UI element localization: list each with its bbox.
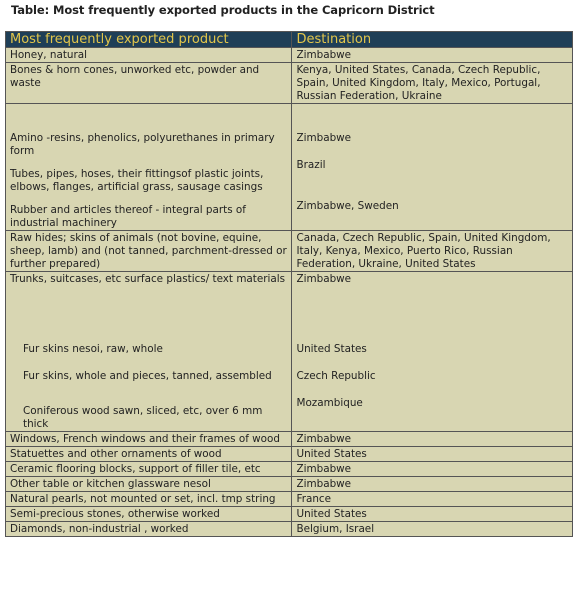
- destination-name: France: [296, 493, 332, 505]
- product-name: Other table or kitchen glassware nesol: [10, 478, 211, 490]
- product-cell: [6, 272, 292, 432]
- product-name: Natural pearls, not mounted or set, incl. tmp string: [10, 493, 276, 505]
- product-name: Honey, natural: [10, 49, 88, 61]
- product-cell: [6, 48, 292, 63]
- destination-cell: [292, 462, 573, 477]
- destination-cell: [292, 63, 573, 104]
- product-cell: [6, 492, 292, 507]
- destination-name: Kenya, United States, Canada, Czech Republic, Spain, United Kingdom, Italy, Mexico, Portugal, Russian Federation, Ukraine: [296, 64, 541, 102]
- table-row: [6, 104, 573, 231]
- destination-cell: [292, 231, 573, 272]
- product-name: Raw hides; skins of animals (not bovine, equine, sheep, lamb) and (not tanned, parchment-dressed or further prepared): [10, 232, 287, 270]
- destination-name: Mozambique: [296, 397, 363, 409]
- product-cell: [6, 522, 292, 537]
- product-cell: [6, 477, 292, 492]
- destination-cell: [292, 48, 573, 63]
- destination-name: Canada, Czech Republic, Spain, United Kingdom, Italy, Kenya, Mexico, Puerto Rico, Russian Federation, Ukraine, United States: [296, 232, 551, 270]
- product-name: Coniferous wood sawn, sliced, etc, over 6 mm thick: [23, 405, 263, 430]
- exports-table: [5, 31, 573, 537]
- product-name: Ceramic flooring blocks, support of filler tile, etc: [10, 463, 261, 475]
- product-cell: [6, 432, 292, 447]
- table-row: [6, 447, 573, 462]
- table-title: Table: Most frequently exported products in the Capricorn District: [11, 3, 435, 17]
- destination-name: United States: [296, 448, 367, 460]
- column-header-product: Most frequently exported product: [6, 32, 292, 48]
- table-row: [6, 507, 573, 522]
- table-row: [6, 432, 573, 447]
- product-name: Fur skins nesoi, raw, whole: [23, 343, 163, 355]
- destination-cell: [292, 522, 573, 537]
- product-name: Semi-precious stones, otherwise worked: [10, 508, 220, 520]
- destination-name: Zimbabwe: [296, 132, 352, 144]
- product-name: Windows, French windows and their frames of wood: [10, 433, 280, 445]
- product-name: Trunks, suitcases, etc surface plastics/ text materials: [10, 273, 286, 285]
- destination-cell: [292, 507, 573, 522]
- product-name: Rubber and articles thereof - integral parts of industrial machinery: [10, 204, 246, 229]
- destination-cell: [292, 477, 573, 492]
- destination-name: Zimbabwe: [296, 463, 352, 475]
- destination-name: United States: [296, 508, 367, 520]
- table-row: [6, 231, 573, 272]
- destination-cell: [292, 104, 573, 231]
- product-name: Statuettes and other ornaments of wood: [10, 448, 222, 460]
- product-cell: [6, 507, 292, 522]
- destination-name: Zimbabwe: [296, 433, 352, 445]
- table-row: [6, 63, 573, 104]
- table-row: [6, 272, 573, 432]
- product-cell: [6, 63, 292, 104]
- table-row: [6, 492, 573, 507]
- destination-name: Zimbabwe: [296, 478, 352, 490]
- product-name: Bones & horn cones, unworked etc, powder and waste: [10, 64, 260, 89]
- table-row: [6, 522, 573, 537]
- destination-name: Belgium, Israel: [296, 523, 375, 535]
- destination-cell: [292, 447, 573, 462]
- destination-cell: [292, 432, 573, 447]
- product-cell: [6, 447, 292, 462]
- destination-cell: [292, 492, 573, 507]
- destination-name: Zimbabwe: [296, 49, 352, 61]
- product-name: Diamonds, non-industrial , worked: [10, 523, 189, 535]
- product-cell: [6, 104, 292, 231]
- column-header-destination: Destination: [292, 32, 573, 48]
- destination-name: Czech Republic: [296, 370, 376, 382]
- product-name: Fur skins, whole and pieces, tanned, assembled: [23, 370, 272, 382]
- destination-name: United States: [296, 343, 367, 355]
- table-row: [6, 48, 573, 63]
- product-cell: [6, 462, 292, 477]
- destination-name: Zimbabwe: [296, 273, 352, 285]
- destination-cell: [292, 272, 573, 432]
- product-name: Tubes, pipes, hoses, their fittingsof plastic joints, elbows, flanges, artificial grass, sausage casings: [10, 168, 264, 193]
- destination-name: Zimbabwe, Sweden: [296, 200, 399, 212]
- product-cell: [6, 231, 292, 272]
- table-header-row: [6, 32, 573, 48]
- table-row: [6, 462, 573, 477]
- destination-name: Brazil: [296, 159, 326, 171]
- product-name: Amino -resins, phenolics, polyurethanes in primary form: [10, 132, 275, 157]
- table-row: [6, 477, 573, 492]
